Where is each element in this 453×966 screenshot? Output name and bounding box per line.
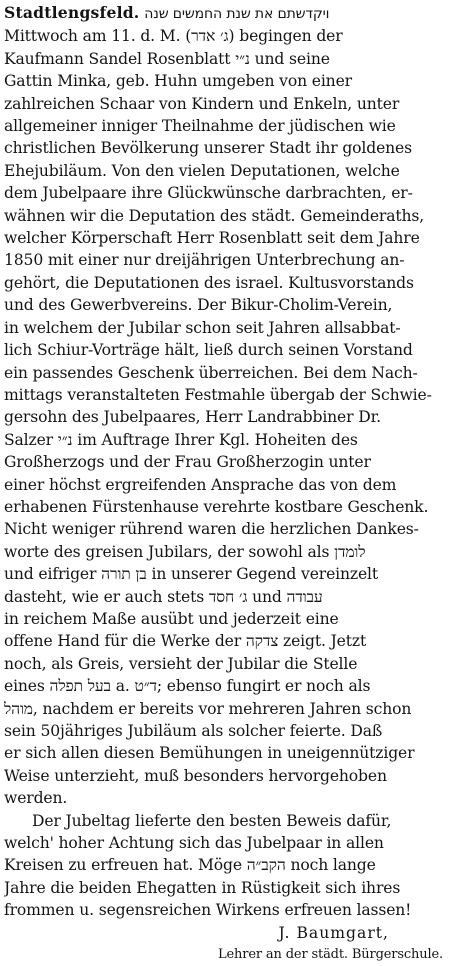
- paragraph-1: [4, 25, 449, 809]
- text-line: und des Gewerbvereins. Der Bikur-Cholim-Verein,: [4, 296, 393, 315]
- text-line: lich Schiur-Vorträge hält, ließ durch seinen Vorstand: [4, 341, 413, 360]
- text-line: wähnen wir die Deputation des städt. Gemeinderaths,: [4, 206, 425, 225]
- text-line: Nicht weniger rührend waren die herzlichen Dankes-: [4, 520, 419, 539]
- text-line: Der Jubeltag lieferte den besten Beweis dafür,: [32, 811, 392, 830]
- text-line: frommen u. segensreichen Wirkens erfreuen lassen!: [4, 901, 412, 920]
- text-line: und eifriger בן תורה in unserer Gegend vereinzelt: [4, 565, 379, 584]
- text-line: welch' hoher Achtung sich das Jubelpaar in allen: [4, 834, 384, 853]
- text-line: erhabenen Fürstenhause verehrte kostbare Geschenk.: [4, 497, 429, 516]
- text-line: welcher Körperschaft Herr Rosenblatt seit dem Jahre: [4, 229, 420, 248]
- signature-title: Lehrer an der städt. Bürgerschule.: [218, 947, 443, 963]
- text-line: worte des greisen Jubilars, der sowohl als לומדן: [4, 542, 366, 561]
- text-line: dem Jubelpaare ihre Glückwünsche darbrachten, er-: [4, 184, 413, 203]
- text-line: sein 50jähriges Jubiläum als solcher feierte. Daß: [4, 722, 383, 740]
- text-line: offene Hand für die Werke der צדקה zeigt. Jetzt: [4, 632, 367, 651]
- signature-name: J. Baumgart,: [278, 923, 389, 942]
- text-line: Kaufmann Sandel Rosenblatt נ״י und seine: [4, 49, 330, 68]
- text-line: gersohn des Jubelpaares, Herr Landrabbiner Dr.: [4, 408, 381, 427]
- text-line: Salzer נ״י im Auftrage Ihrer Kgl. Hoheiten des: [4, 430, 358, 449]
- text-line: Jahre die beiden Ehegatten in Rüstigkeit sich ihres: [4, 878, 401, 897]
- text-line: allgemeiner inniger Theilnahme der jüdischen wie: [4, 117, 396, 136]
- hebrew-title: ויקדשתם את שנת החמשים שנה: [144, 6, 330, 22]
- text-line: Kreisen zu erfreuen hat. Möge הקב״ה noch lange: [4, 856, 376, 875]
- article-header-line: [4, 2, 449, 25]
- text-line: in welchem der Jubilar schon seit Jahren allsabbat-: [4, 318, 401, 337]
- text-line: dasteht, wie er auch stets ג׳ חסד und עבודה: [4, 587, 323, 606]
- text-line: 1850 mit einer nur dreijährigen Unterbrechung an-: [4, 251, 405, 270]
- newspaper-article: [4, 2, 449, 963]
- text-line: mittags veranstalteten Festmahle übergab der Schwie-: [4, 385, 432, 404]
- text-line: Mittwoch am 11. d. M. (ג׳ אדר) begingen der: [4, 27, 343, 46]
- text-line: Ehejubiläum. Von den vielen Deputationen, welche: [4, 161, 400, 180]
- text-line: noch, als Greis, versieht der Jubilar die Stelle: [4, 654, 358, 673]
- paragraph-2: [4, 810, 449, 922]
- text-line: Gattin Minka, geb. Huhn umgeben von einer: [4, 72, 352, 91]
- text-line: werden.: [4, 789, 68, 808]
- text-line: eines בעל תפלה a. ד״ט; ebenso fungirt er noch als: [4, 677, 371, 696]
- text-line: christlichen Bevölkerung unserer Stadt ihr goldenes: [4, 139, 412, 158]
- text-line: einer höchst ergreifenden Ansprache das von dem: [4, 475, 397, 494]
- text-line: zahlreichen Schaar von Kindern und Enkeln, unter: [4, 94, 400, 113]
- text-line: in reichem Maße ausübt und jederzeit eine: [4, 609, 339, 628]
- article-title: Stadtlengsfeld.: [4, 3, 140, 22]
- text-line: ein passendes Geschenk überreichen. Bei dem Nach-: [4, 363, 418, 382]
- text-line: Weise unterzieht, muß besonders hervorgehoben: [4, 766, 387, 785]
- text-line: gehört, die Deputationen des israel. Kultusvorstands: [4, 273, 414, 292]
- text-line: Großherzogs und der Frau Großherzogin unter: [4, 453, 371, 472]
- text-line: מוהל, nachdem er bereits vor mehreren Jahren schon: [4, 699, 412, 718]
- text-line: er sich allen diesen Bemühungen in uneigennütziger: [4, 744, 415, 763]
